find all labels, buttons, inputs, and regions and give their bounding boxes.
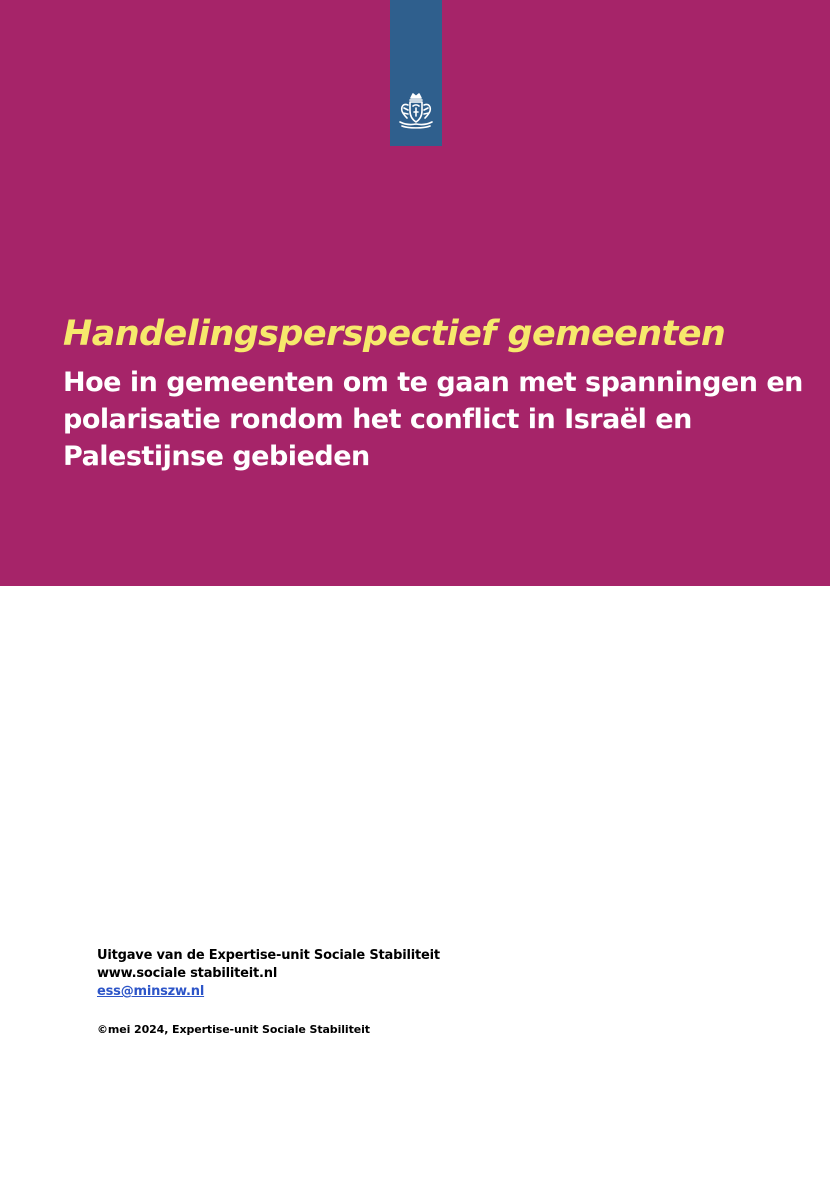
- logo-ribbon: [390, 0, 442, 146]
- copyright-notice: ©mei 2024, Expertise-unit Sociale Stabiliteit: [97, 1023, 370, 1036]
- document-title: Handelingsperspectief gemeenten: [63, 314, 726, 354]
- colophon: [97, 947, 597, 1001]
- website-line: www.sociale stabiliteit.nl: [97, 966, 278, 981]
- email-link[interactable]: ess@minszw.nl: [97, 984, 205, 999]
- cover-band: [0, 0, 830, 586]
- publisher-line: Uitgave van de Expertise-unit Sociale Stabiliteit: [97, 948, 440, 963]
- dutch-coat-of-arms-icon: [394, 90, 438, 134]
- document-subtitle: Hoe in gemeenten om te gaan met spanningen en polarisatie rondom het conflict in Israël en Palestijnse gebieden: [63, 367, 803, 472]
